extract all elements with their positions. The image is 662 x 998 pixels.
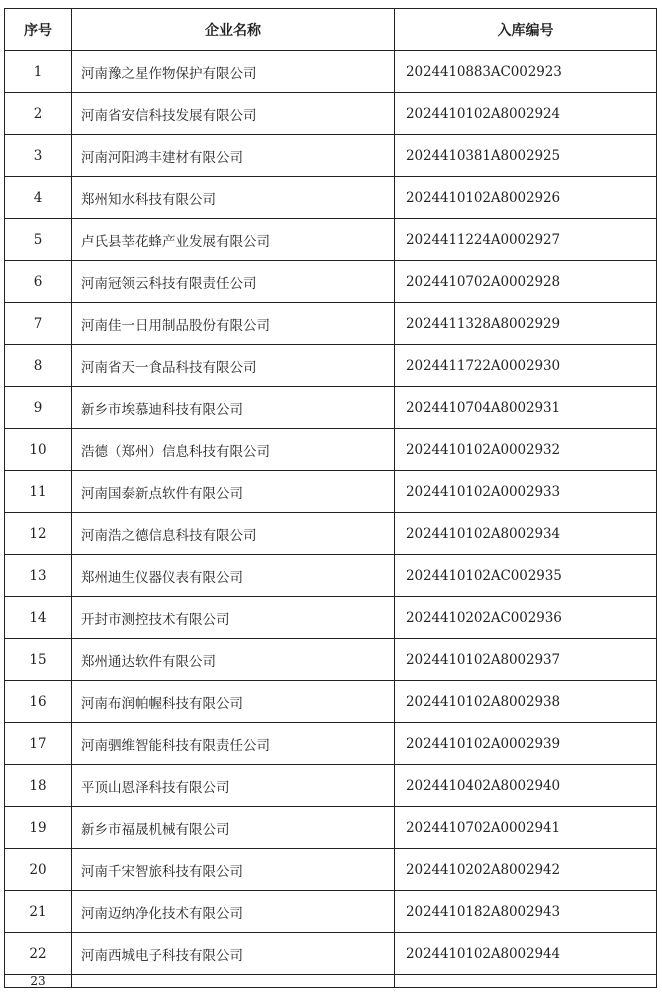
company-name-cell: 河南佳一日用制品股份有限公司: [72, 303, 395, 345]
table-row: [5, 177, 657, 219]
company-name-cell: 河南布润帕幄科技有限公司: [72, 681, 395, 723]
table-row: [5, 345, 657, 387]
registration-number-cell: 2024411722A0002930: [395, 345, 657, 387]
company-name-cell: 郑州知水科技有限公司: [72, 177, 395, 219]
table-row: [5, 219, 657, 261]
serial-number-cell: 21: [5, 891, 72, 933]
company-name-cell: 新乡市埃慕迪科技有限公司: [72, 387, 395, 429]
company-name-cell: 浩德（郑州）信息科技有限公司: [72, 429, 395, 471]
registration-number-cell: 2024410102A8002938: [395, 681, 657, 723]
table-row: [5, 513, 657, 555]
serial-number-cell: 18: [5, 765, 72, 807]
company-name-cell: 河南千宋智旅科技有限公司: [72, 849, 395, 891]
serial-number-cell: 7: [5, 303, 72, 345]
registration-number-cell: 2024410202A8002942: [395, 849, 657, 891]
table-row: [5, 597, 657, 639]
table-row: [5, 261, 657, 303]
table-row: [5, 849, 657, 891]
registration-number-cell: 2024410702A0002928: [395, 261, 657, 303]
registration-number-cell: 2024410102A0002939: [395, 723, 657, 765]
serial-number-cell: 9: [5, 387, 72, 429]
serial-number-cell: 2: [5, 93, 72, 135]
company-name-cell: 开封市测控技术有限公司: [72, 597, 395, 639]
company-name-cell: 郑州通达软件有限公司: [72, 639, 395, 681]
serial-number-cell: 22: [5, 933, 72, 975]
serial-number-cell: 11: [5, 471, 72, 513]
company-name-cell: 河南迈纳净化技术有限公司: [72, 891, 395, 933]
company-name-cell: 河南西城电子科技有限公司: [72, 933, 395, 975]
table-header-row: [5, 9, 657, 51]
registration-number-cell: [395, 975, 657, 988]
serial-number-cell: 10: [5, 429, 72, 471]
serial-number-cell: 8: [5, 345, 72, 387]
table-row: [5, 555, 657, 597]
registration-number-cell: 2024410102A8002937: [395, 639, 657, 681]
registration-number-cell: 2024410102A8002926: [395, 177, 657, 219]
company-name-cell: 河南豫之星作物保护有限公司: [72, 51, 395, 93]
header-registration-number: 入库编号: [395, 9, 657, 51]
serial-number-cell: 5: [5, 219, 72, 261]
registration-number-cell: 2024410381A8002925: [395, 135, 657, 177]
registration-number-cell: 2024411224A0002927: [395, 219, 657, 261]
company-name-cell: [72, 975, 395, 988]
serial-number-cell: 19: [5, 807, 72, 849]
table-row: [5, 51, 657, 93]
table-row: [5, 471, 657, 513]
company-name-cell: 河南冠领云科技有限责任公司: [72, 261, 395, 303]
table-row: [5, 387, 657, 429]
header-serial-number: 序号: [5, 9, 72, 51]
registration-number-cell: 2024410402A8002940: [395, 765, 657, 807]
company-name-cell: 河南省安信科技发展有限公司: [72, 93, 395, 135]
company-name-cell: 河南河阳鸿丰建材有限公司: [72, 135, 395, 177]
serial-number-cell: 12: [5, 513, 72, 555]
table-row: [5, 639, 657, 681]
company-name-cell: 河南省天一食品科技有限公司: [72, 345, 395, 387]
table-row: [5, 891, 657, 933]
company-name-cell: 河南浩之德信息科技有限公司: [72, 513, 395, 555]
company-name-cell: 卢氏县莘花蜂产业发展有限公司: [72, 219, 395, 261]
company-name-cell: 新乡市福晟机械有限公司: [72, 807, 395, 849]
table-row: [5, 975, 657, 988]
company-name-cell: 河南驷维智能科技有限责任公司: [72, 723, 395, 765]
company-name-cell: 平顶山恩泽科技有限公司: [72, 765, 395, 807]
table-row: [5, 933, 657, 975]
registration-number-cell: 2024410102AC002935: [395, 555, 657, 597]
registration-number-cell: 2024410704A8002931: [395, 387, 657, 429]
table-row: [5, 93, 657, 135]
registration-number-cell: 2024410202AC002936: [395, 597, 657, 639]
table-row: [5, 765, 657, 807]
table-row: [5, 429, 657, 471]
table-body: [5, 51, 657, 988]
serial-number-cell: 17: [5, 723, 72, 765]
serial-number-cell: 20: [5, 849, 72, 891]
serial-number-cell: 23: [5, 975, 72, 988]
header-company-name: 企业名称: [72, 9, 395, 51]
registration-number-cell: 2024410883AC002923: [395, 51, 657, 93]
serial-number-cell: 13: [5, 555, 72, 597]
registration-number-cell: 2024410102A8002944: [395, 933, 657, 975]
enterprise-table: [4, 8, 657, 988]
table-row: [5, 723, 657, 765]
registration-number-cell: 2024410102A8002934: [395, 513, 657, 555]
registration-number-cell: 2024410102A0002932: [395, 429, 657, 471]
table-row: [5, 681, 657, 723]
serial-number-cell: 15: [5, 639, 72, 681]
serial-number-cell: 6: [5, 261, 72, 303]
serial-number-cell: 4: [5, 177, 72, 219]
table-row: [5, 807, 657, 849]
serial-number-cell: 14: [5, 597, 72, 639]
serial-number-cell: 16: [5, 681, 72, 723]
serial-number-cell: 1: [5, 51, 72, 93]
company-name-cell: 郑州迪生仪器仪表有限公司: [72, 555, 395, 597]
table-row: [5, 135, 657, 177]
table-row: [5, 303, 657, 345]
registration-number-cell: 2024410182A8002943: [395, 891, 657, 933]
company-name-cell: 河南国泰新点软件有限公司: [72, 471, 395, 513]
serial-number-cell: 3: [5, 135, 72, 177]
registration-number-cell: 2024410702A0002941: [395, 807, 657, 849]
registration-number-cell: 2024410102A0002933: [395, 471, 657, 513]
registration-number-cell: 2024411328A8002929: [395, 303, 657, 345]
registration-number-cell: 2024410102A8002924: [395, 93, 657, 135]
